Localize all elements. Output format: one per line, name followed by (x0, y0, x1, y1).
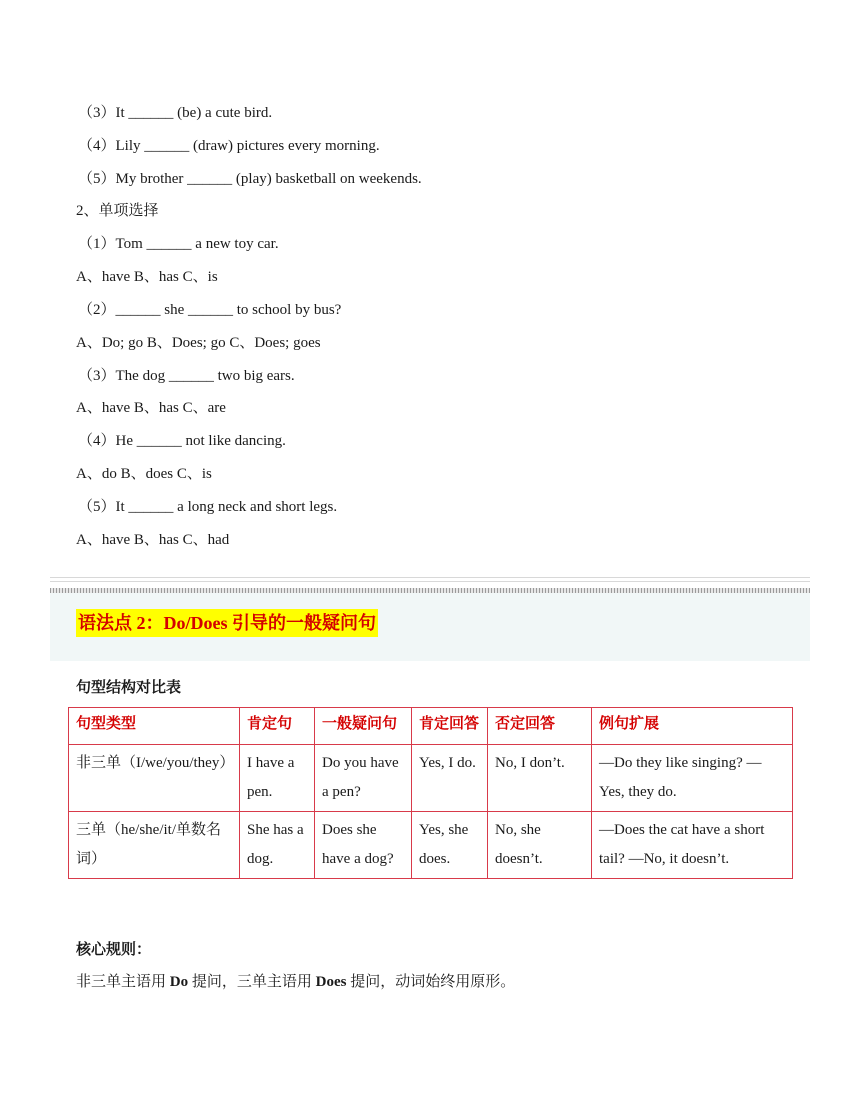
rule-text (76, 970, 515, 991)
exercise-line: （4）He ______ not like dancing. (78, 433, 286, 449)
table-cell: No, she doesn’t. (488, 812, 592, 879)
section-title: 语法点 2：Do/Does 引导的一般疑问句 (76, 609, 378, 637)
table-cell: Does she have a dog? (315, 812, 412, 879)
rule-keyword: Do (169, 974, 189, 990)
rule-heading: 核心规则： (76, 942, 152, 958)
exercise-line: （3）It ______ (be) a cute bird. (78, 105, 273, 121)
table-cell: She has a dog. (240, 812, 315, 879)
choice-line: A、have B、has C、had (76, 532, 230, 548)
table-row (69, 812, 793, 879)
exercise-line: （5）My brother ______ (play) basketball on weekends. (78, 171, 422, 187)
table-cell: Yes, she does. (412, 812, 488, 879)
header-cell: 肯定句 (240, 708, 315, 745)
exercise-line: （3）The dog ______ two big ears. (78, 368, 295, 384)
choice-line: A、Do; go B、Does; go C、Does; goes (76, 335, 321, 351)
exercise-line: （2）______ she ______ to school by bus? (78, 302, 342, 318)
table-cell: —Does the cat have a short tail? —No, it doesn’t. (592, 812, 793, 879)
header-cell: 一般疑问句 (315, 708, 412, 745)
header-cell: 例句扩展 (592, 708, 793, 745)
table-header-row (69, 708, 793, 745)
choice-line: A、have B、has C、is (76, 269, 218, 285)
exercise-line: （4）Lily ______ (draw) pictures every morning. (78, 138, 380, 154)
table-cell: 非三单（I/we/you/they） (69, 745, 240, 812)
header-cell: 肯定回答 (412, 708, 488, 745)
choice-line: A、have B、has C、are (76, 400, 226, 416)
table-title: 句型结构对比表 (76, 680, 182, 696)
table-cell: No, I don’t. (488, 745, 592, 812)
table-cell: Yes, I do. (412, 745, 488, 812)
section-header (50, 593, 810, 661)
table-cell: 三单（he/she/it/单数名词） (69, 812, 240, 879)
rule-keyword: Does (315, 974, 347, 990)
exercise-line: （5）It ______ a long neck and short legs. (78, 499, 338, 515)
rule-text-part: 非三单主语用 (76, 974, 170, 990)
table-row (69, 745, 793, 812)
rule-text-part: 提问，三单主语用 (188, 974, 316, 990)
comparison-table (68, 707, 793, 879)
header-cell: 否定回答 (488, 708, 592, 745)
header-cell: 句型类型 (69, 708, 240, 745)
exercise-line: （1）Tom ______ a new toy car. (78, 236, 279, 252)
rule-text-part: 提问，动词始终用原形。 (346, 974, 516, 990)
table-cell: I have a pen. (240, 745, 315, 812)
section-divider (50, 577, 810, 582)
table-cell: —Do they like singing? —Yes, they do. (592, 745, 793, 812)
table-cell: Do you have a pen? (315, 745, 412, 812)
choice-line: A、do B、does C、is (76, 466, 212, 482)
exercise-heading: 2、单项选择 (76, 203, 159, 219)
